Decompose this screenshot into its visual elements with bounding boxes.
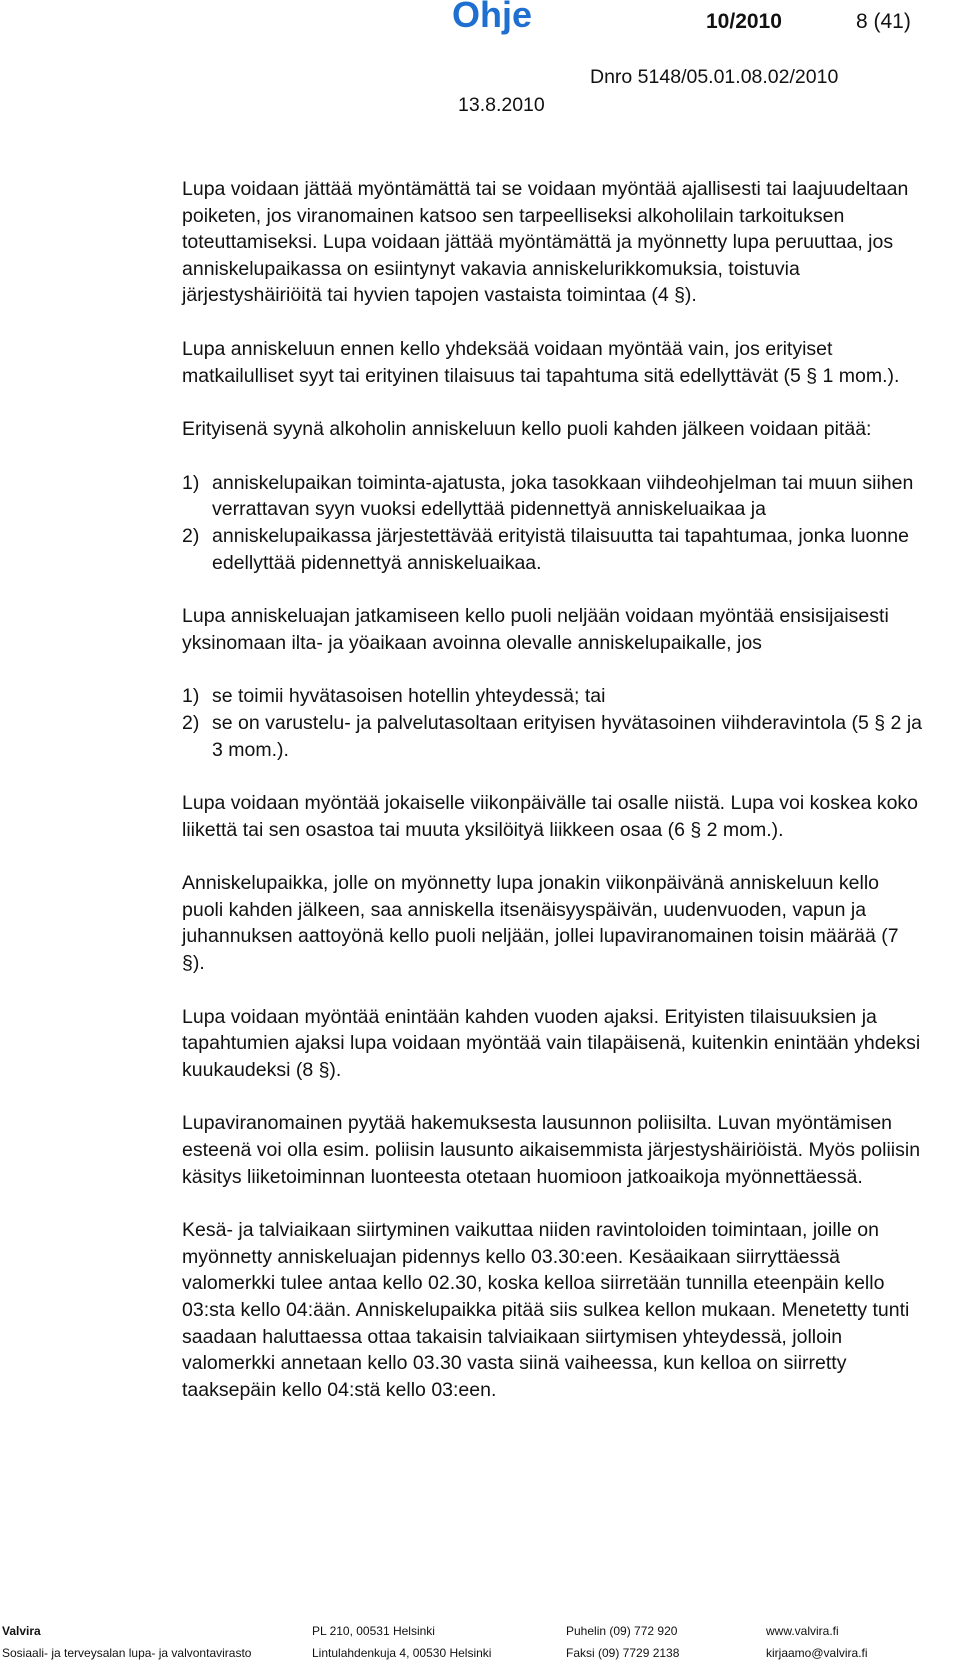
list-item-text: se on varustelu- ja palvelutasoltaan erityisen hyvätasoinen viihderavintola (5 § 2 ja 3 mom.). — [212, 711, 922, 761]
list-item — [182, 710, 922, 763]
list-item — [182, 470, 922, 523]
list-item-text: anniskelupaikan toiminta-ajatusta, joka tasokkaan viihdeohjelman tai muun siihen verrattavan syyn vuoksi edellyttää pidennettyä anniskeluaikaa ja — [212, 471, 914, 521]
document-date: 13.8.2010 — [458, 94, 545, 116]
list-item-number: 2) — [182, 524, 200, 547]
document-footer — [0, 1620, 960, 1667]
document-body — [182, 176, 922, 1430]
document-type-title: Ohje — [452, 0, 533, 35]
footer-online — [766, 1620, 868, 1664]
page-number: 8 (41) — [856, 10, 911, 33]
footer-fax: Faksi (09) 7729 2138 — [566, 1646, 680, 1660]
list-item-text: se toimii hyvätasoisen hotellin yhteydessä; tai — [212, 685, 606, 708]
list-item-number: 2) — [182, 711, 200, 734]
paragraph: Lupa anniskeluun ennen kello yhdeksää voidaan myöntää vain, jos erityiset matkailulliset syyt tai erityinen tilaisuus tai tapahtuma sitä edellyttävät (5 § 1 mom.). — [182, 337, 900, 387]
paragraph: Lupa anniskeluajan jatkamiseen kello puoli neljään voidaan myöntää ensisijaisesti yksinomaan ilta- ja yöaikaan avoinna olevalle anniskelupaikalle, jos — [182, 605, 889, 654]
paragraph: Anniskelupaikka, jolle on myönnetty lupa jonakin viikonpäivänä anniskeluun kello puoli kahden jälkeen, saa anniskella itsenäisyyspäivän, uudenvuoden, vapun ja juhannuksen aattoyönä kello puoli neljään, jollei lupaviranomainen toisin määrää (7 §). — [182, 872, 899, 975]
numbered-list — [182, 683, 922, 763]
footer-contact-numbers — [566, 1620, 679, 1664]
footer-org-name: Valvira — [2, 1624, 41, 1638]
list-item — [182, 523, 922, 576]
register-number: Dnro 5148/05.01.08.02/2010 — [590, 66, 839, 88]
footer-org-full-name: Sosiaali- ja terveysalan lupa- ja valvontavirasto — [2, 1646, 252, 1660]
list-item-number: 1) — [182, 685, 200, 708]
list-item-text: anniskelupaikassa järjestettävää erityistä tilaisuutta tai tapahtumaa, jonka luonne edellyttää pidennettyä anniskeluaikaa. — [212, 524, 910, 574]
document-number: 10/2010 — [706, 10, 782, 33]
footer-phone: Puhelin (09) 772 920 — [566, 1624, 678, 1638]
footer-po-box: PL 210, 00531 Helsinki — [312, 1624, 435, 1638]
footer-organization — [2, 1620, 251, 1664]
paragraph: Kesä- ja talviaikaan siirtyminen vaikuttaa niiden ravintoloiden toimintaan, joille on myönnetty anniskeluajan pidennys kello 03.30:een. Kesäaikaan siirryttäessä valomerkki tulee antaa kello 02.30, koska kelloa siirretään tunnilla eteenpäin kello 03:sta kello 04:ään. Anniskelupaikka pitää siis sulkea kellon mukaan. Menetetty tunti saadaan haluttaessa ottaa takaisin talviaikaan siirtymisen yhteydessä, jolloin valomerkki annetaan kello 03.30 vasta siinä vaiheessa, kun kelloa on siirretty taaksepäin kello 04:stä kello 03:een. — [182, 1219, 910, 1401]
list-item-number: 1) — [182, 471, 200, 494]
list-item — [182, 683, 922, 710]
footer-website-link[interactable]: www.valvira.fi — [766, 1624, 839, 1638]
footer-email-link[interactable]: kirjaamo@valvira.fi — [766, 1646, 868, 1660]
paragraph: Lupa voidaan myöntää jokaiselle viikonpäivälle tai osalle niistä. Lupa voi koskea koko liikettä tai sen osastoa tai muuta yksilöityä liikkeen osaa (6 § 2 mom.). — [182, 792, 919, 841]
paragraph: Lupa voidaan jättää myöntämättä tai se voidaan myöntää ajallisesti tai laajuudeltaan poiketen, jos viranomainen katsoo sen tarpeelliseksi alkoholilain tarkoituksen toteuttamiseksi. Lupa voidaan jättää myöntämättä ja myönnetty lupa peruuttaa, jos anniskelupaikassa on esiintynyt vakavia anniskelurikkomuksia, toistuvia järjestyshäiriöitä tai hyvien tapojen vastaista toimintaa (4 §). — [182, 178, 909, 307]
paragraph: Lupaviranomainen pyytää hakemuksesta lausunnon poliisilta. Luvan myöntämisen esteenä voi olla esim. poliisin lausunto aikaisemmista järjestyshäiriöistä. Myös poliisin käsitys liiketoiminnan luonteesta otetaan huomioon jatkoaikoja myönnettäessä. — [182, 1112, 921, 1188]
footer-street-address: Lintulahdenkuja 4, 00530 Helsinki — [312, 1646, 492, 1660]
numbered-list — [182, 470, 922, 576]
paragraph: Lupa voidaan myöntää enintään kahden vuoden ajaksi. Erityisten tilaisuuksien ja tapahtumien ajaksi lupa voidaan myöntää vain tilapäisenä, kuitenkin enintään yhdeksi kuukaudeksi (8 §). — [182, 1005, 921, 1081]
paragraph: Erityisenä syynä alkoholin anniskeluun kello puoli kahden jälkeen voidaan pitää: — [182, 418, 872, 441]
footer-address — [312, 1620, 491, 1664]
